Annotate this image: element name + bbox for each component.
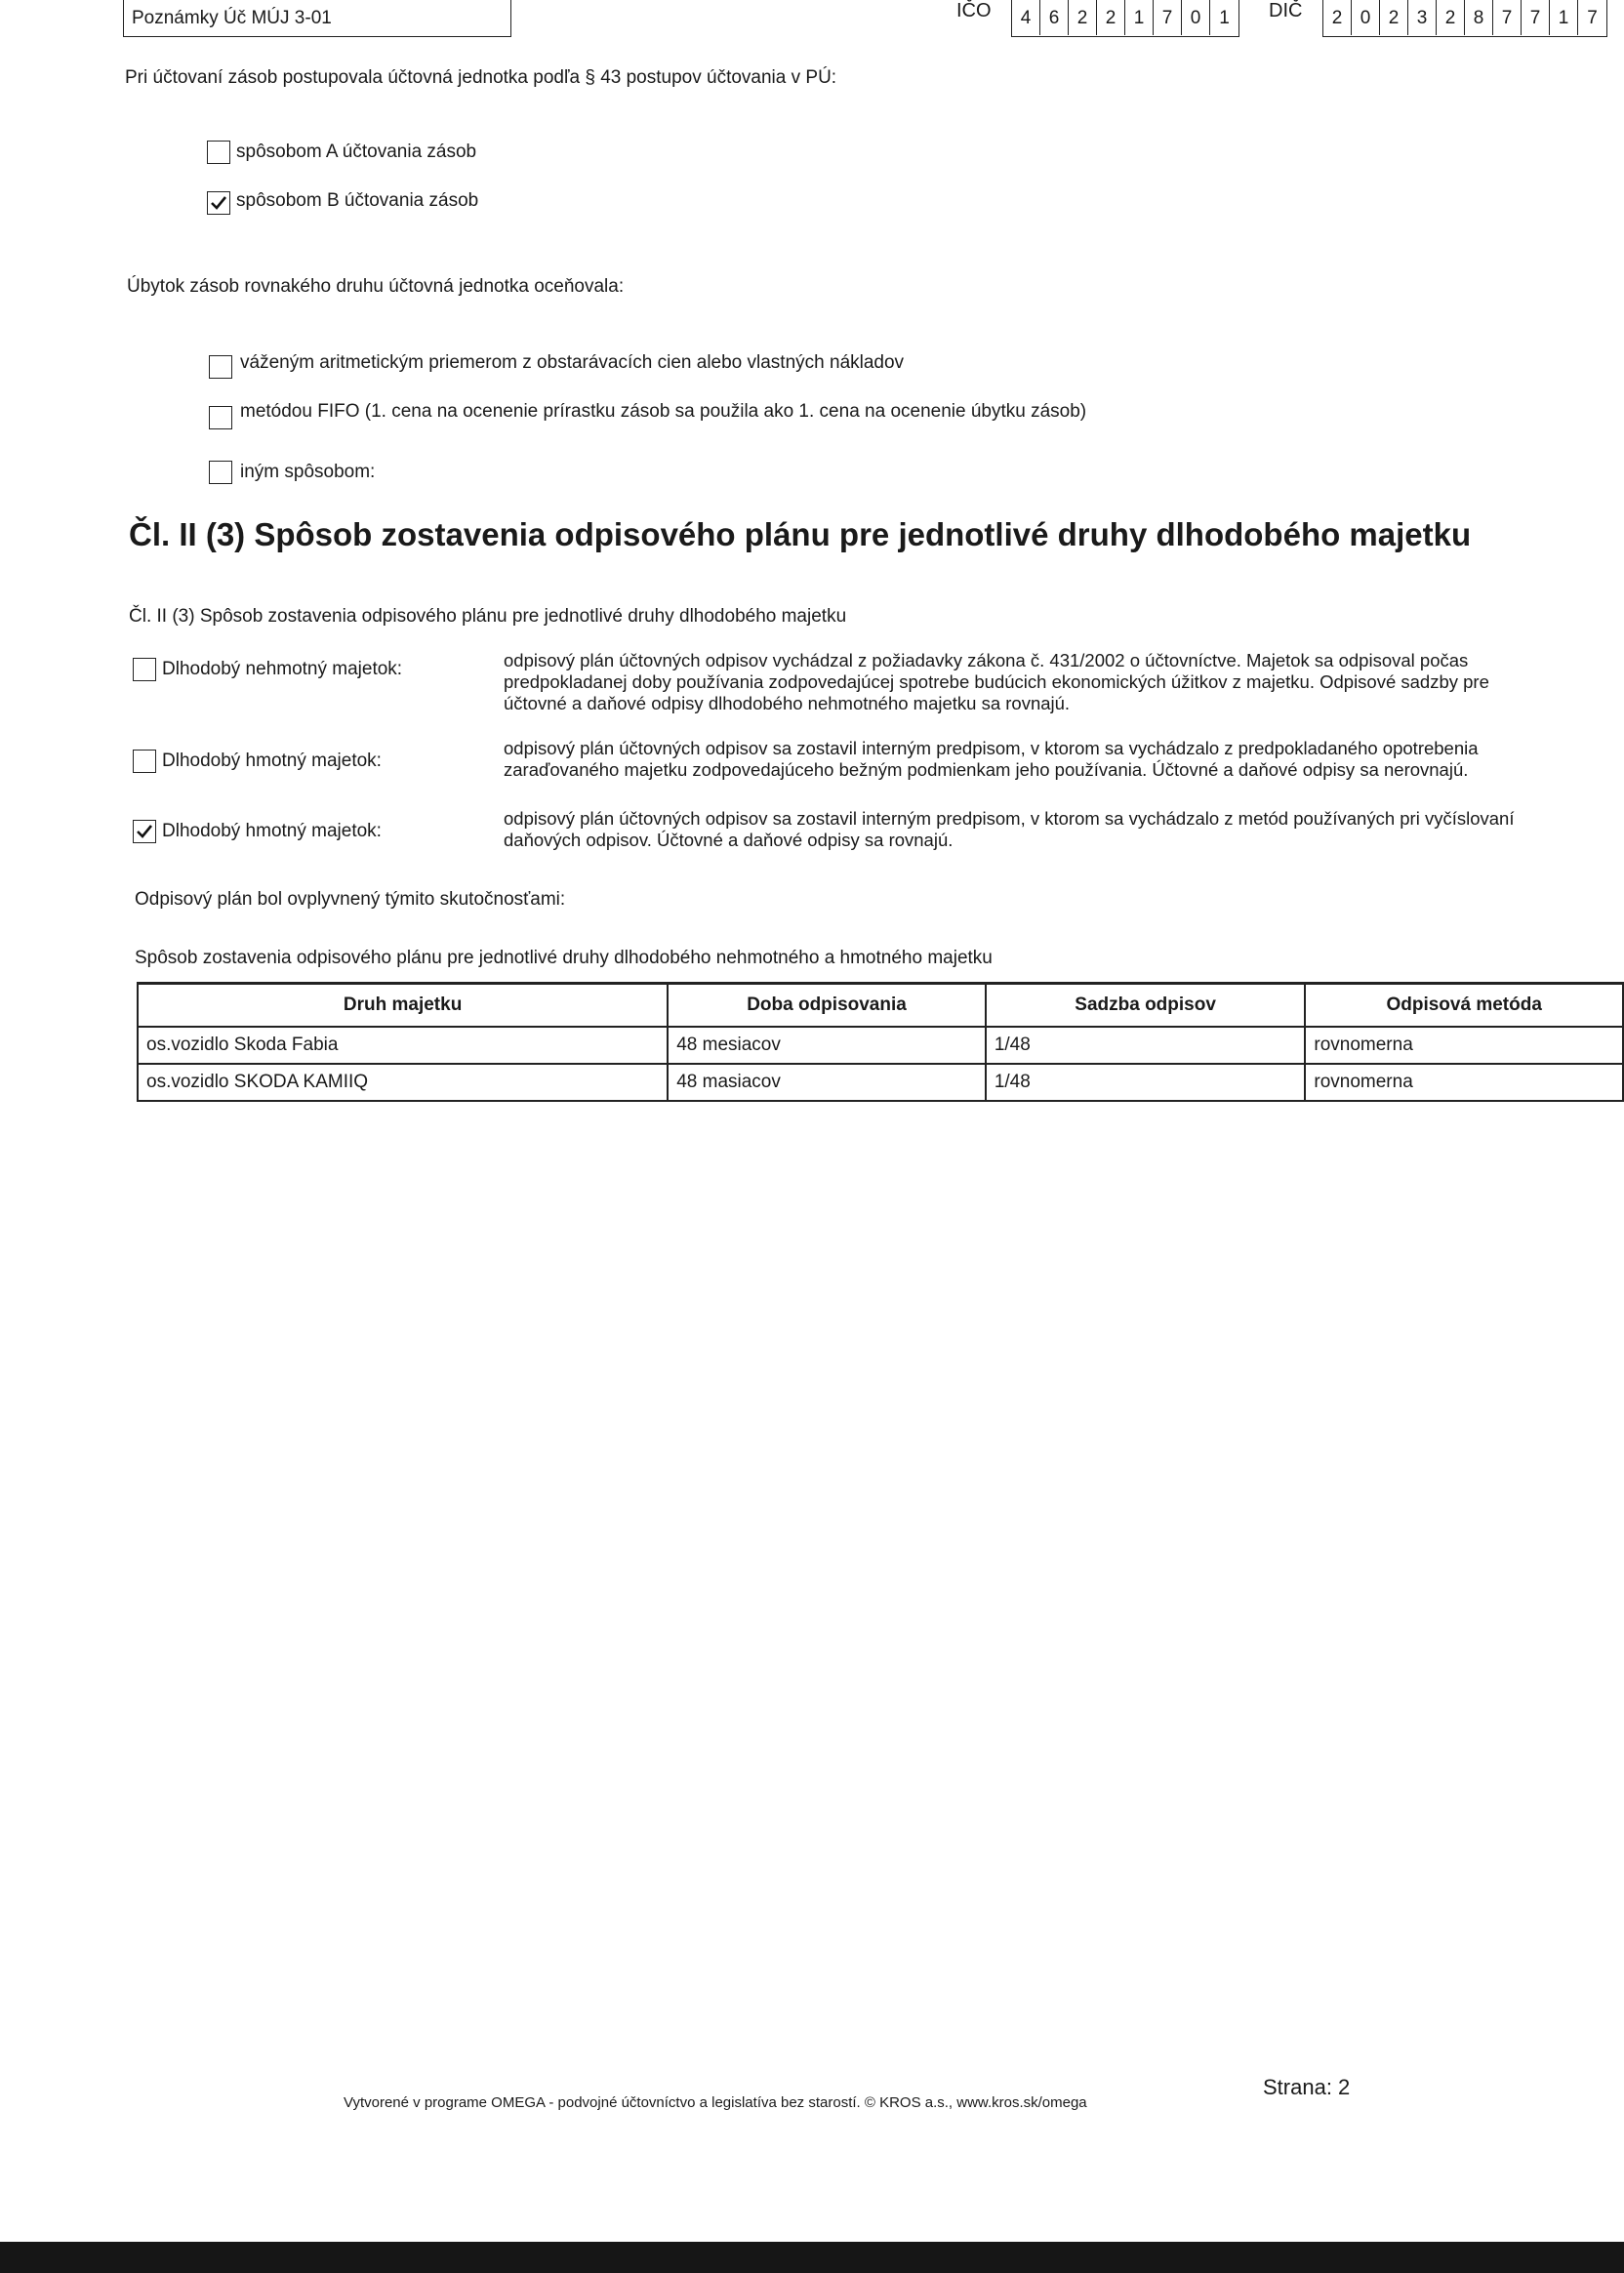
dic-digit: 2 [1380, 0, 1408, 35]
column-header: Druh majetku [138, 984, 668, 1028]
table-cell: rovnomerna [1305, 1064, 1623, 1101]
depreciation-table [137, 982, 1624, 1102]
checkbox-tangible-assets-tax[interactable] [133, 820, 156, 843]
checkbox-weighted-average-label: váženým aritmetickým priemerom z obstarávacích cien alebo vlastných nákladov [240, 352, 905, 373]
checkbox-weighted-average[interactable] [209, 355, 232, 379]
dic-label: DIČ [1269, 0, 1303, 21]
form-name-box [123, 0, 511, 37]
checkbox-inventory-b[interactable] [207, 191, 230, 215]
ico-label: IČO [956, 0, 992, 21]
table-cell: os.vozidlo SKODA KAMIIQ [138, 1064, 668, 1101]
checkmark-icon [209, 193, 228, 213]
tangible-assets-tax-label: Dlhodobý hmotný majetok: [162, 821, 382, 841]
checkbox-inventory-a[interactable] [207, 141, 230, 164]
checkbox-intangible-assets[interactable] [133, 658, 156, 681]
checkbox-other-method-label: iným spôsobom: [240, 462, 376, 482]
table-cell: 48 masiacov [668, 1064, 986, 1101]
checkbox-inventory-b-label: spôsobom B účtovania zásob [236, 190, 479, 211]
table-row [138, 1064, 1623, 1101]
footer-credit: Vytvorené v programe OMEGA - podvojné účtovníctvo a legislatíva bez starostí. © KROS a.s., www.kros.sk/omega [344, 2094, 1087, 2111]
ico-digit: 4 [1012, 0, 1040, 35]
column-header: Odpisová metóda [1305, 984, 1623, 1028]
dic-digit: 0 [1352, 0, 1380, 35]
checkbox-fifo[interactable] [209, 406, 232, 429]
dic-digit: 7 [1587, 8, 1598, 28]
dic-digit: 2 [1323, 0, 1352, 35]
dic-digits [1322, 0, 1607, 37]
dic-digit: 2 [1437, 0, 1465, 35]
table-cell: os.vozidlo Skoda Fabia [138, 1027, 668, 1064]
table-cell: 1/48 [986, 1027, 1306, 1064]
table-cell: 48 mesiacov [668, 1027, 986, 1064]
table-header-row [138, 984, 1623, 1028]
ico-digit: 2 [1097, 0, 1125, 35]
column-header: Sadzba odpisov [986, 984, 1306, 1028]
dic-digit: 7 [1522, 0, 1550, 35]
dic-digit: 7 [1493, 0, 1522, 35]
table-row [138, 1027, 1623, 1064]
form-name: Poznámky Úč MÚJ 3-01 [132, 8, 332, 28]
ico-digit: 0 [1182, 0, 1210, 35]
ico-digits [1011, 0, 1239, 37]
ico-digit: 1 [1219, 8, 1230, 28]
tangible-assets-internal-label: Dlhodobý hmotný majetok: [162, 751, 382, 771]
checkbox-inventory-a-label: spôsobom A účtovania zásob [236, 142, 477, 162]
page-number: Strana: 2 [1263, 2075, 1351, 2099]
dic-digit: 3 [1408, 0, 1437, 35]
ico-digit: 7 [1154, 0, 1182, 35]
checkbox-tangible-assets-internal[interactable] [133, 750, 156, 773]
intangible-assets-label: Dlhodobý nehmotný majetok: [162, 659, 403, 679]
ico-digit: 6 [1040, 0, 1069, 35]
checkbox-fifo-label: metódou FIFO (1. cena na ocenenie prírastku zásob sa použila ako 1. cena na ocenenie úbytku zásob) [240, 401, 1087, 422]
dic-digit: 1 [1550, 0, 1578, 35]
inventory-intro: Pri účtovaní zásob postupovala účtovná jednotka podľa § 43 postupov účtovania v PÚ: [125, 67, 837, 88]
ico-digit: 2 [1069, 0, 1097, 35]
column-header: Doba odpisovania [668, 984, 986, 1028]
checkbox-other-method[interactable] [209, 461, 232, 484]
scan-bottom-edge [0, 2242, 1624, 2273]
ico-digit: 1 [1125, 0, 1154, 35]
influence-label: Odpisový plán bol ovplyvnený týmito skutočnosťami: [135, 889, 566, 910]
section-heading: Čl. II (3) Spôsob zostavenia odpisového plánu pre jednotlivé druhy dlhodobého majetku [129, 516, 1472, 552]
tangible-assets-internal-text: odpisový plán účtovných odpisov sa zostavil interným predpisom, v ktorom sa vychádzalo z predpokladaného opotrebenia zaraďovaného majetku zodpovedajúceho bežným podmienkam jeho používania. Účtovné a daňové odpisy sa nerovnajú. [504, 738, 1479, 780]
tangible-assets-tax-text: odpisový plán účtovných odpisov sa zostavil interným predpisom, v ktorom sa vychádzalo z metód používaných pri vyčíslovaní daňových odpisov. Účtovné a daňové odpisy sa rovnajú. [504, 808, 1515, 850]
intangible-assets-text: odpisový plán účtovných odpisov vychádzal z požiadavky zákona č. 431/2002 o účtovníctve. Majetok sa odpisoval počas predpokladanej doby používania zodpovedajúcej spotrebe budúcich ekonomických úžitkov z majetku. Odpisové sadzby pre účtovné a daňové odpisy dlhodobého nehmotného majetku sa rovnajú. [504, 650, 1489, 713]
table-cell: 1/48 [986, 1064, 1306, 1101]
table-cell: rovnomerna [1305, 1027, 1623, 1064]
table-caption: Spôsob zostavenia odpisového plánu pre jednotlivé druhy dlhodobého nehmotného a hmotného majetku [135, 948, 993, 968]
section-subheading: Čl. II (3) Spôsob zostavenia odpisového plánu pre jednotlivé druhy dlhodobého majetku [129, 606, 847, 627]
dic-digit: 8 [1465, 0, 1493, 35]
checkmark-icon [135, 822, 154, 841]
valuation-intro: Úbytok zásob rovnakého druhu účtovná jednotka oceňovala: [127, 276, 625, 297]
